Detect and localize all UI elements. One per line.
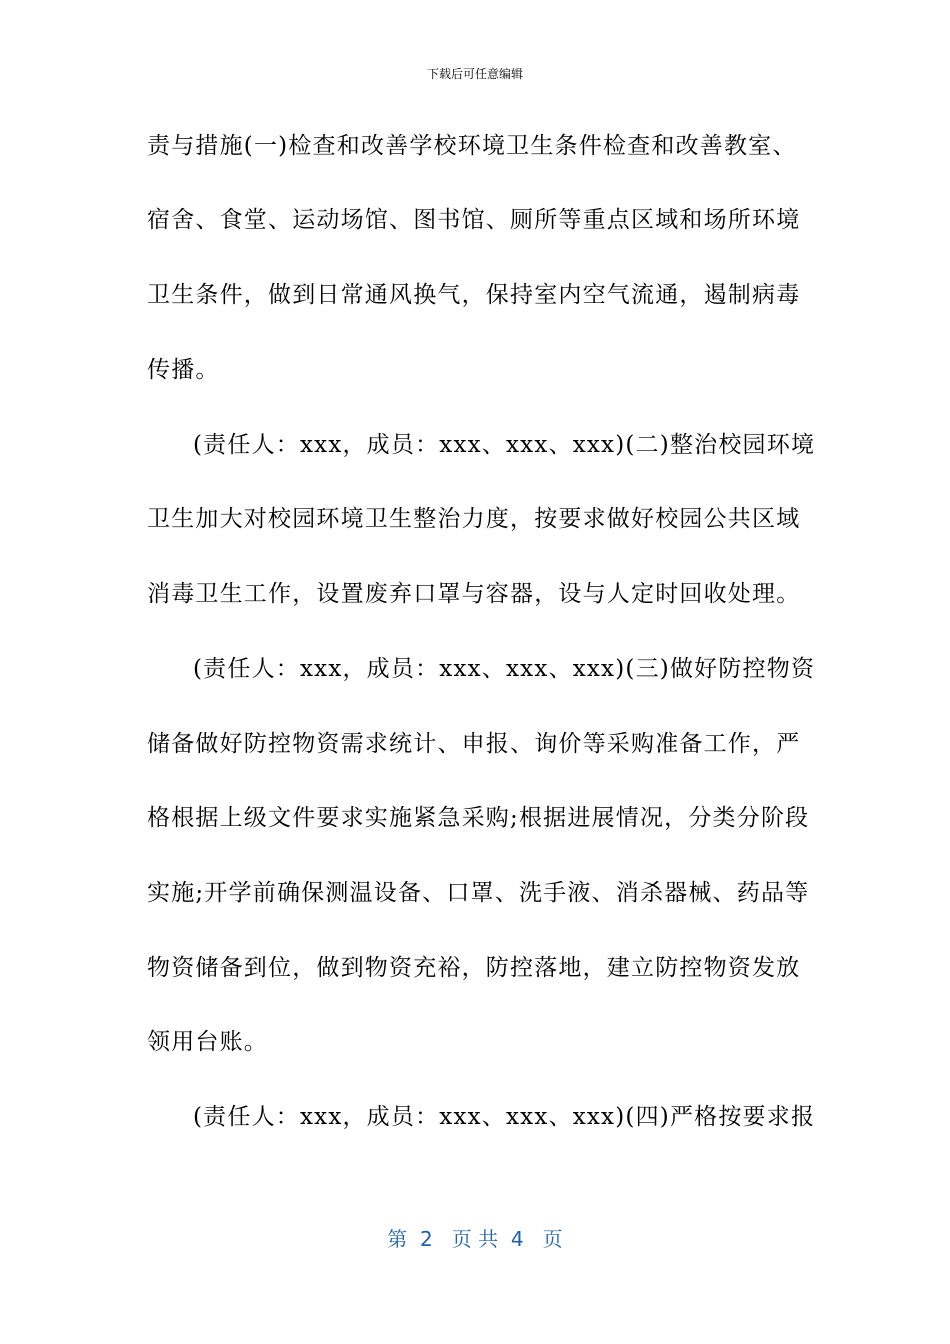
header-note: 下载后可任意编辑 <box>426 67 523 81</box>
body-line: 物资储备到位，做到物资充裕，防控落地，建立防控物资发放 <box>147 955 801 981</box>
body-line: 消毒卫生工作，设置废弃口罩与容器，设与人定时回收处理。 <box>147 581 801 607</box>
body-line: 卫生条件，做到日常通风换气，保持室内空气流通，遏制病毒 <box>147 282 801 308</box>
body-line: 领用台账。 <box>147 1029 268 1055</box>
body-line: 传播。 <box>147 357 220 383</box>
body-line: 宿舍、食堂、运动场馆、图书馆、厕所等重点区域和场所环境 <box>147 207 801 233</box>
body-line: (责任人：xxx，成员：xxx、xxx、xxx)(二)整治校园环境 <box>193 432 816 458</box>
body-line: 储备做好防控物资需求统计、申报、询价等采购准备工作，严 <box>147 731 801 757</box>
page-number: 第 2 页 共 4 页 <box>387 1227 563 1251</box>
body-line: 格根据上级文件要求实施紧急采购;根据进展情况，分类分阶段 <box>147 805 810 831</box>
body-line: 责与措施(一)检查和改善学校环境卫生条件检查和改善教室、 <box>147 133 797 159</box>
body-line: 实施;开学前确保测温设备、口罩、洗手液、消杀器械、药品等 <box>147 880 810 906</box>
body-line: (责任人：xxx，成员：xxx、xxx、xxx)(三)做好防控物资 <box>193 656 816 682</box>
body-line: 卫生加大对校园环境卫生整治力度，按要求做好校园公共区域 <box>147 506 801 532</box>
body-line: (责任人：xxx，成员：xxx、xxx、xxx)(四)严格按要求报 <box>193 1104 816 1130</box>
